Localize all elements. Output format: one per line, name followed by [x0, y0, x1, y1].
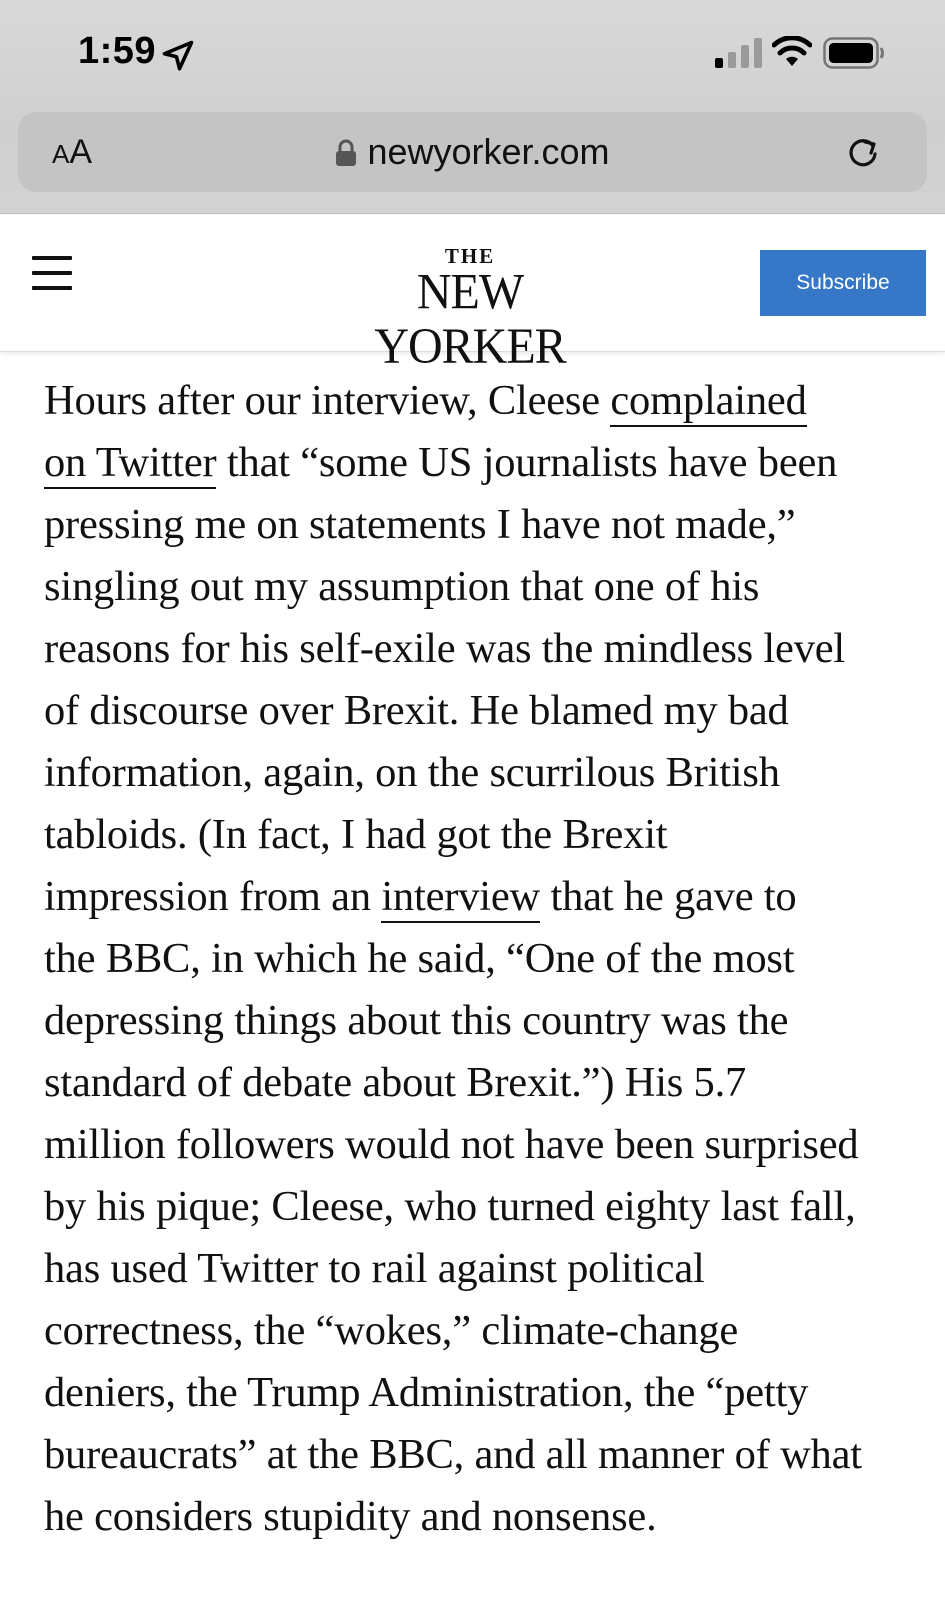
- article-line: [44, 1486, 924, 1548]
- browser-chrome: [0, 0, 945, 214]
- article-body: [44, 370, 924, 1548]
- article-line: [44, 556, 924, 618]
- article-paragraph: [44, 370, 924, 1548]
- article-line: [44, 1052, 924, 1114]
- article-text: standard of debate about Brexit.”) His 5.7: [44, 1059, 747, 1106]
- signal-icon: [715, 38, 763, 68]
- reload-icon[interactable]: [843, 132, 883, 172]
- article-link[interactable]: complained: [610, 377, 806, 427]
- article-text: Hours after our interview, Cleese: [44, 377, 611, 424]
- article-line: [44, 1114, 924, 1176]
- article-line: [44, 866, 924, 928]
- article-text: singling out my assumption that one of his: [44, 563, 760, 610]
- article-line: [44, 1176, 924, 1238]
- battery-icon: [823, 37, 885, 69]
- url-text: newyorker.com: [367, 131, 610, 172]
- article-text: million followers would not have been surprised: [44, 1121, 859, 1168]
- article-text: impression from an: [44, 873, 382, 920]
- article-line: [44, 990, 924, 1052]
- article-text: tabloids. (In fact, I had got the Brexit: [44, 811, 668, 858]
- lock-icon: [335, 139, 357, 167]
- article-line: [44, 1362, 924, 1424]
- text-size-button[interactable]: AA: [52, 133, 93, 171]
- status-time: 1:59: [78, 30, 157, 72]
- article-text: bureaucrats” at the BBC, and all manner of what: [44, 1431, 862, 1478]
- article-text: he considers stupidity and nonsense.: [44, 1493, 657, 1540]
- menu-icon[interactable]: [32, 256, 74, 292]
- status-bar: [0, 0, 945, 100]
- site-header: [0, 214, 945, 375]
- article-text: correctness, the “wokes,” climate-change: [44, 1307, 739, 1354]
- article-line: [44, 1300, 924, 1362]
- article-link[interactable]: on Twitter: [44, 439, 216, 489]
- article-text: of discourse over Brexit. He blamed my bad: [44, 687, 789, 734]
- article-text: pressing me on statements I have not made,”: [44, 501, 796, 548]
- article-text: reasons for his self-exile was the mindless level: [44, 625, 846, 672]
- location-arrow-icon: [160, 38, 196, 74]
- article-line: [44, 1238, 924, 1300]
- article-line: [44, 680, 924, 742]
- wifi-icon: [772, 36, 812, 68]
- subscribe-button[interactable]: Subscribe: [760, 250, 926, 316]
- article-text: that “some US journalists have been: [216, 439, 838, 486]
- article-line: [44, 804, 924, 866]
- site-logo[interactable]: THE NEW YORKER: [374, 244, 566, 375]
- url-display[interactable]: [18, 130, 927, 174]
- address-bar[interactable]: [18, 112, 927, 192]
- article-text: depressing things about this country was the: [44, 997, 789, 1044]
- article-text: has used Twitter to rail against political: [44, 1245, 705, 1292]
- article-line: [44, 494, 924, 556]
- article-text: deniers, the Trump Administration, the “petty: [44, 1369, 809, 1416]
- article-line: [44, 742, 924, 804]
- article-link[interactable]: interview: [381, 873, 540, 923]
- article-line: [44, 432, 924, 494]
- article-line: [44, 618, 924, 680]
- article-line: [44, 1424, 924, 1486]
- article-text: by his pique; Cleese, who turned eighty last fall,: [44, 1183, 856, 1230]
- article-text: that he gave to: [540, 873, 797, 920]
- article-text: the BBC, in which he said, “One of the most: [44, 935, 795, 982]
- article-line: [44, 370, 924, 432]
- article-text: information, again, on the scurrilous British: [44, 749, 780, 796]
- article-line: [44, 928, 924, 990]
